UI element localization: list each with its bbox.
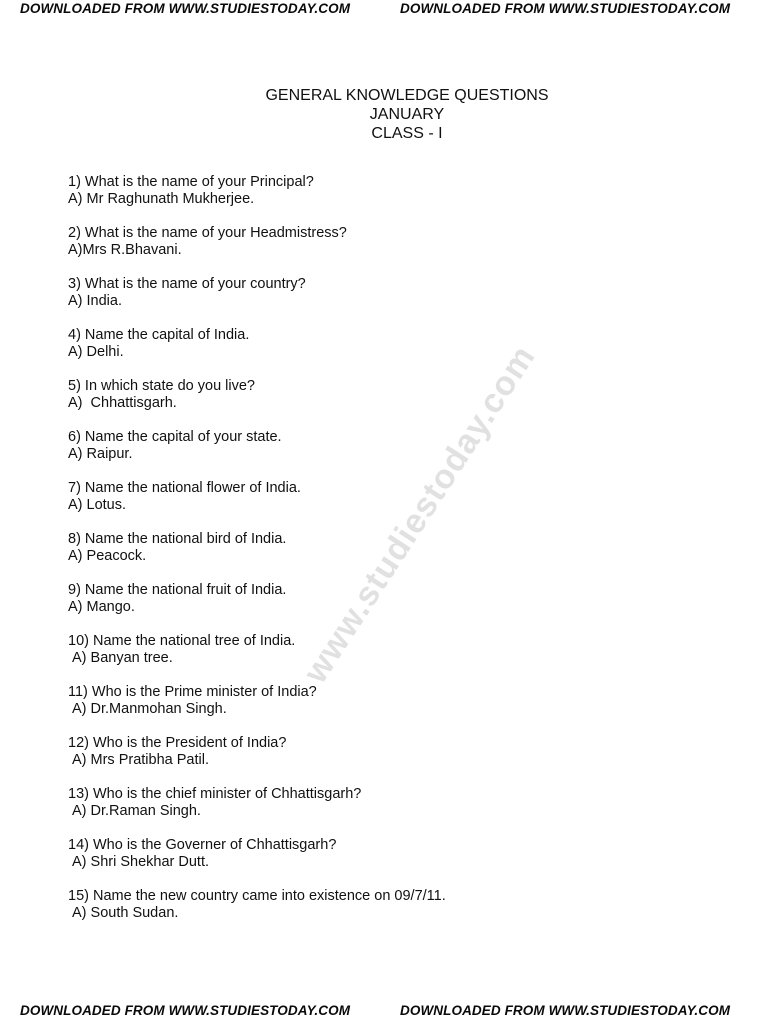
qa-item [68, 429, 628, 480]
qa-item [68, 735, 628, 786]
top-banner [0, 0, 768, 20]
bottom-banner-right: DOWNLOADED FROM WWW.STUDIESTODAY.COM [400, 1003, 731, 1018]
question: 1) What is the name of your Principal? [68, 174, 314, 190]
question: 8) Name the national bird of India. [68, 531, 287, 547]
answer: A) Lotus. [68, 497, 127, 513]
qa-item [68, 684, 628, 735]
bottom-banner-left: DOWNLOADED FROM WWW.STUDIESTODAY.COM [20, 1003, 351, 1018]
bottom-banner [0, 1002, 768, 1022]
qa-item [68, 225, 628, 276]
question: 2) What is the name of your Headmistress? [68, 225, 347, 241]
question: 4) Name the capital of India. [68, 327, 250, 343]
document-class: CLASS - I [371, 125, 443, 142]
answer: A) Raipur. [68, 446, 133, 462]
question: 5) In which state do you live? [68, 378, 255, 394]
question: 7) Name the national flower of India. [68, 480, 301, 496]
document-title: GENERAL KNOWLEDGE QUESTIONS [265, 87, 549, 104]
qa-item [68, 327, 628, 378]
qa-item [68, 480, 628, 531]
question: 15) Name the new country came into existence on 09/7/11. [68, 888, 446, 904]
answer: A) South Sudan. [72, 905, 179, 921]
question: 13) Who is the chief minister of Chhattisgarh? [68, 786, 362, 802]
question: 3) What is the name of your country? [68, 276, 306, 292]
answer: A) Dr.Raman Singh. [72, 803, 201, 819]
answer: A) India. [68, 293, 122, 309]
answer: A) Dr.Manmohan Singh. [72, 701, 227, 717]
question: 14) Who is the Governer of Chhattisgarh? [68, 837, 337, 853]
top-banner-right: DOWNLOADED FROM WWW.STUDIESTODAY.COM [400, 1, 731, 16]
question: 10) Name the national tree of India. [68, 633, 296, 649]
qa-item [68, 786, 628, 837]
qa-item [68, 582, 628, 633]
top-banner-left: DOWNLOADED FROM WWW.STUDIESTODAY.COM [20, 1, 351, 16]
answer: A)Mrs R.Bhavani. [68, 242, 182, 258]
question: 12) Who is the President of India? [68, 735, 287, 751]
answer: A) Mango. [68, 599, 135, 615]
document-month: JANUARY [369, 106, 445, 123]
question-list [68, 174, 628, 939]
qa-item [68, 837, 628, 888]
answer: A) Banyan tree. [72, 650, 173, 666]
question: 6) Name the capital of your state. [68, 429, 282, 445]
qa-item [68, 888, 628, 939]
answer: A) Mr Raghunath Mukherjee. [68, 191, 255, 207]
answer: A) Peacock. [68, 548, 147, 564]
watermark: www.studiestoday.com [296, 338, 543, 690]
qa-item [68, 276, 628, 327]
answer: A) Chhattisgarh. [68, 395, 177, 411]
question: 9) Name the national fruit of India. [68, 582, 287, 598]
qa-item [68, 633, 628, 684]
qa-item [68, 531, 628, 582]
answer: A) Shri Shekhar Dutt. [72, 854, 209, 870]
qa-item [68, 378, 628, 429]
answer: A) Mrs Pratibha Patil. [72, 752, 209, 768]
question: 11) Who is the Prime minister of India? [68, 684, 317, 700]
qa-item [68, 174, 628, 225]
answer: A) Delhi. [68, 344, 124, 360]
document-header [0, 86, 768, 143]
